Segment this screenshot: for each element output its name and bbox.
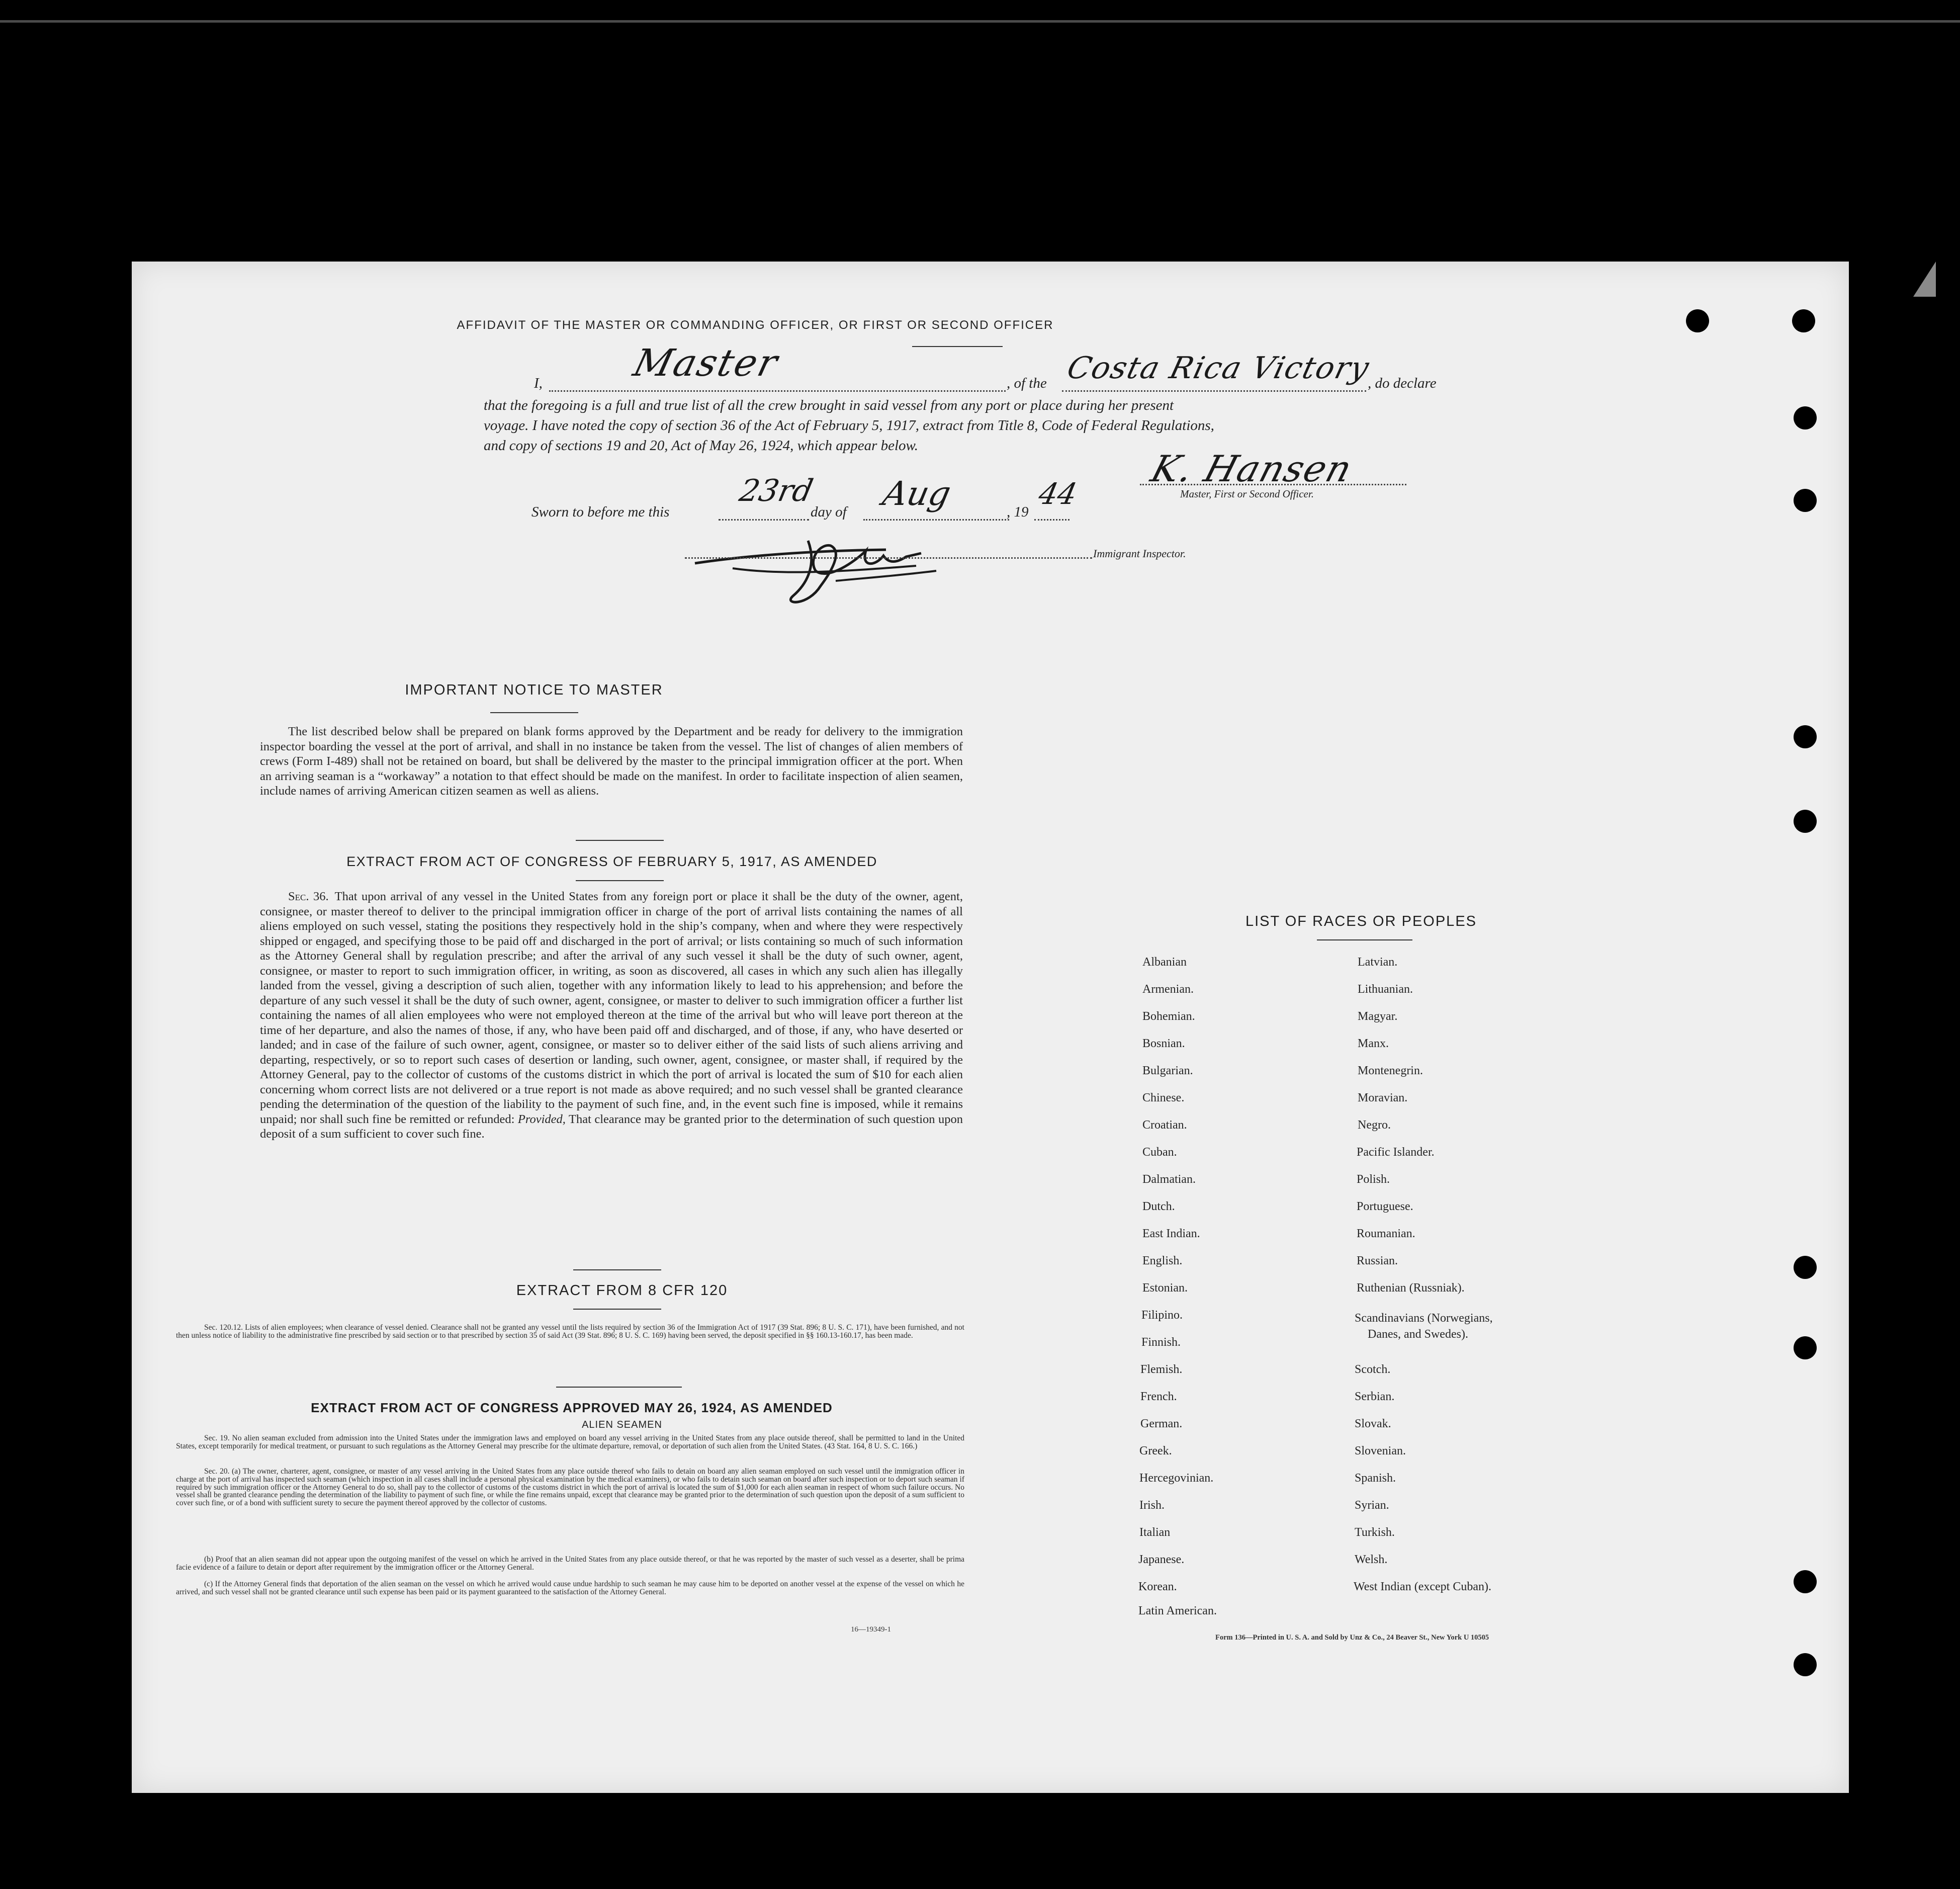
race-item: Magyar.	[1358, 1010, 1398, 1023]
notice-text: The list described below shall be prepared on blank forms approved by the Department and be ready for delivery to the immigration inspector boarding the vessel at the port of arrival, and shall in no instance be taken from the vessel. The list of changes of alien members of crews (Form I-489) shall not be retained on board, but shall be delivered by the master to the principal immigration officer at the port. When an arriving seaman is a “workaway” a notation to that effect should be made on the manifest. In order to facilitate inspection of alien seamen, include names of arriving American citizen seamen as well as aliens.	[260, 725, 963, 798]
punch-hole	[1686, 309, 1709, 332]
race-item: Japanese.	[1138, 1553, 1185, 1566]
inspector-signature-line	[685, 557, 1092, 559]
name-blank	[549, 390, 1006, 392]
sec-20a-text: Sec. 20. (a) The owner, charterer, agent, consignee, or master of any vessel arriving in the United States from any place outside thereof who fails to detain on board any alien seaman employed on such vessel until the immigration officer in charge at the port of arrival has inspected such seaman (which inspection in all cases shall include a personal physical examination by the medical examiners), or who fails to detain such seaman on board after such inspection or to deport such seaman if required by such immigration officer or the Attorney General to do so, shall pay to the collector of customs of the customs district in which the port of arrival is located the sum of $1,000 for each alien seaman in respect of whom such failure occurs. No vessel shall be granted clearance pending the determination of the liability to payment of such fine, or while the fine remains unpaid, except that clearance may be granted prior to the determination of such question upon the deposit of a sum sufficient to cover such fine, or of a bond with sufficient surety to secure the payment thereof approved by the collector of customs.	[176, 1467, 964, 1508]
document-page	[132, 262, 1849, 1793]
sec-19-text: Sec. 19. No alien seaman excluded from admission into the United States under the immigration laws and employed on board any vessel arriving in the United States from any place outside thereof, shall be permitted to land in the United States, except temporarily for medical treatment, or pursuant to such regulations as the Attorney General may prescribe for the ultimate departure, removal, or deportation of such alien from the United States. (43 Stat. 164, 8 U. S. C. 166.)	[176, 1434, 964, 1450]
handwritten-day: 23rd	[736, 473, 816, 508]
divider	[576, 840, 664, 841]
punch-hole	[1794, 1336, 1817, 1359]
race-item: Montenegrin.	[1358, 1064, 1423, 1077]
cfr-text: Sec. 120.12. Lists of alien employees; when clearance of vessel denied. Clearance shall not be granted any vessel until the lists required by section 36 of the Immigration Act of 1917 (39 Stat. 896; 8 U. S. C. 171), have been furnished, and not then unless notice of liability to the administrative fine prescribed by said section or to that prescribed by section 35 of said Act (39 Stat. 896; 8 U. S. C. 169) having been served, the deposit specified in §§ 160.13-160.17, has been made.	[176, 1323, 964, 1340]
race-item: Greek.	[1139, 1444, 1172, 1457]
race-item: Manx.	[1358, 1037, 1389, 1050]
sec-20c-text: (c) If the Attorney General finds that deportation of the alien seaman on the vessel on which he arrived would cause undue hardship to such seaman he may cause him to be deported on another vessel at the expense of the vessel on which he arrived, and such vessel shall not be granted clearance until such expense has been paid or its payment guaranteed to the satisfaction of the Attorney General.	[176, 1580, 964, 1596]
sec-36-text-b: That clearance may be granted prior to the determination of such question upon deposit of a sum sufficient to cover such fine.	[260, 1112, 963, 1141]
alien-seamen-subheading: ALIEN SEAMEN	[582, 1419, 662, 1430]
race-item: Spanish.	[1355, 1472, 1396, 1485]
year-label: , 19	[1007, 504, 1029, 520]
race-item: Cuban.	[1142, 1146, 1177, 1159]
divider	[573, 1269, 661, 1270]
race-item: Roumanian.	[1357, 1227, 1415, 1240]
race-item: English.	[1142, 1254, 1183, 1267]
race-item: Latvian.	[1358, 956, 1398, 969]
inspector-caption: Immigrant Inspector.	[1093, 547, 1186, 560]
divider	[1317, 939, 1412, 940]
race-item: Serbian.	[1355, 1390, 1395, 1403]
punch-hole	[1794, 1256, 1817, 1279]
affidavit-heading: AFFIDAVIT OF THE MASTER OR COMMANDING OFFICER, OR FIRST OR SECOND OFFICER	[457, 318, 1054, 332]
race-item: Syrian.	[1355, 1499, 1389, 1512]
affidavit-line-4: and copy of sections 19 and 20, Act of May 26, 1924, which appear below.	[484, 438, 918, 454]
race-item: German.	[1140, 1417, 1183, 1430]
race-item: Finnish.	[1141, 1336, 1181, 1349]
race-item: Portuguese.	[1357, 1200, 1413, 1213]
punch-hole	[1794, 406, 1817, 430]
race-item: Moravian.	[1358, 1091, 1408, 1104]
handwritten-month: Aug	[879, 474, 954, 513]
notice-heading: IMPORTANT NOTICE TO MASTER	[405, 682, 663, 698]
race-item: Slovak.	[1355, 1417, 1391, 1430]
race-item: Bosnian.	[1142, 1037, 1185, 1050]
extract-1917-text	[260, 889, 963, 1142]
race-item: Bohemian.	[1142, 1010, 1195, 1023]
extract-1917-heading: EXTRACT FROM ACT OF CONGRESS OF FEBRUARY 5, 1917, AS AMENDED	[346, 854, 877, 869]
divider	[556, 1387, 682, 1388]
provided-label: Provided,	[517, 1112, 566, 1126]
punch-hole	[1794, 725, 1817, 748]
sec-20b-text: (b) Proof that an alien seaman did not appear upon the outgoing manifest of the vessel on which he arrived in the United States from any place outside thereof, or that he was reported by the master of such vessel as a deserter, shall be prima facie evidence of a failure to detain or deport after requirement by the immigration officer or the Attorney General.	[176, 1555, 964, 1572]
race-item: Croatian.	[1142, 1119, 1187, 1132]
race-item: Armenian.	[1142, 983, 1194, 996]
race-item: Ruthenian (Russniak).	[1357, 1281, 1465, 1295]
punch-hole	[1794, 810, 1817, 833]
race-item: East Indian.	[1142, 1227, 1200, 1240]
affidavit-line-2: that the foregoing is a full and true list of all the crew brought in said vessel from any port or place during her present	[484, 397, 1174, 413]
sworn-label: Sworn to before me this	[531, 504, 670, 520]
affidavit-line-1	[534, 341, 1610, 395]
do-declare-label: , do declare	[1368, 375, 1437, 391]
sec-36-label: Sec. 36.	[288, 890, 329, 903]
race-item: Korean.	[1138, 1580, 1177, 1593]
races-heading: LIST OF RACES OR PEOPLES	[1245, 913, 1477, 929]
race-item: Dutch.	[1142, 1200, 1175, 1213]
handwritten-name: Master	[629, 341, 783, 385]
master-signature: K. Hansen	[1146, 448, 1358, 490]
punch-hole	[1794, 1570, 1817, 1593]
race-item: Scandinavians (Norwegians,	[1355, 1312, 1493, 1325]
form-print-note: Form 136—Printed in U. S. A. and Sold by Unz & Co., 24 Beaver St., New York U 10505	[1215, 1634, 1489, 1642]
race-item: Flemish.	[1140, 1363, 1183, 1376]
divider	[573, 1309, 661, 1310]
divider	[576, 880, 664, 881]
of-the-label: , of the	[1007, 375, 1047, 391]
divider	[490, 712, 578, 713]
handwritten-year: 44	[1035, 477, 1081, 511]
race-item: Turkish.	[1355, 1526, 1395, 1539]
master-caption: Master, First or Second Officer.	[1180, 488, 1314, 500]
affidavit-line-3: voyage. I have noted the copy of section 36 of the Act of February 5, 1917, extract from Title 8, Code of Federal Regulations,	[484, 417, 1214, 434]
race-item: Chinese.	[1142, 1091, 1185, 1104]
race-item: Italian	[1139, 1526, 1171, 1539]
race-item: Estonian.	[1142, 1281, 1188, 1295]
race-item: Latin American.	[1138, 1604, 1217, 1617]
race-item: Russian.	[1357, 1254, 1398, 1267]
race-item: Polish.	[1357, 1173, 1390, 1186]
race-item: Hercegovinian.	[1139, 1472, 1214, 1485]
scan-corner-mark	[1913, 262, 1936, 297]
race-item: Bulgarian.	[1142, 1064, 1193, 1077]
sec-36-text: That upon arrival of any vessel in the United States from any foreign port or place it shall be the duty of the owner, agent, consignee, or master thereof to deliver to the principal immigration officer in charge of the port of arrival lists containing the names of all aliens employed on such vessel, stating the positions they respectively hold in the ship’s company, when and where they were respectively shipped or engaged, and specifying those to be paid off and discharged in the port of arrival; or lists containing so much of such information as the Attorney General shall by regulation prescribe; and after the arrival of any such vessel it shall be the duty of such owner, agent, consignee, or master to report to such immigration officer, in writing, as soon as discovered, all cases in which any such alien has illegally landed from the vessel, giving a description of such alien, together with any information likely to lead to his apprehension; and before the departure of any such vessel it shall be the duty of such owner, agent, consignee, or master to deliver to such immigration officer a further list containing the names of all alien employees who were not employed thereon at the time of the arrival but who will leave port thereon at the time of her departure, and also the names of those, if any, who have been paid off and discharged, and of those, if any, who have deserted or landed; and in case of the failure of such owner, agent, consignee, or master so to deliver either of the said lists of such aliens arriving and departing, respectively, or so to report such cases of desertion or landing, such owner, agent, consignee, or master shall, if required by the Attorney General, pay to the collector of customs of the customs district in which the port of arrival is located the sum of $10 for each alien concerning whom correct lists are not delivered or a true report is not made as above required; and no such vessel shall be granted clearance pending the determination of the question of the liability to the payment of such fine, and, in the event such fine is imposed, while it remains unpaid; nor shall such fine be remitted or refunded:	[260, 890, 963, 1126]
scan-top-line	[0, 20, 1960, 23]
race-item: West Indian (except Cuban).	[1354, 1580, 1491, 1593]
race-item: Pacific Islander.	[1357, 1146, 1435, 1159]
handwritten-vessel: Costa Rica Victory	[1063, 351, 1374, 386]
punch-hole	[1792, 309, 1815, 332]
inspector-signature	[685, 521, 1067, 614]
print-code: 16—19349-1	[851, 1625, 891, 1634]
race-item: Scotch.	[1355, 1363, 1391, 1376]
race-item: Negro.	[1358, 1119, 1391, 1132]
race-item: Albanian	[1142, 956, 1187, 969]
divider	[912, 346, 1003, 347]
cfr-heading: EXTRACT FROM 8 CFR 120	[516, 1282, 728, 1299]
race-item: Filipino.	[1141, 1309, 1183, 1322]
punch-hole	[1794, 489, 1817, 512]
vessel-blank	[1062, 390, 1366, 392]
extract-1924-heading: EXTRACT FROM ACT OF CONGRESS APPROVED MAY 26, 1924, AS AMENDED	[311, 1400, 833, 1415]
race-item: Irish.	[1139, 1499, 1165, 1512]
race-item: Welsh.	[1355, 1553, 1388, 1566]
race-item: French.	[1140, 1390, 1177, 1403]
race-item: Danes, and Swedes).	[1368, 1328, 1468, 1341]
punch-hole	[1794, 1653, 1817, 1676]
race-item: Dalmatian.	[1142, 1173, 1196, 1186]
day-of-label: day of	[811, 504, 847, 520]
race-item: Lithuanian.	[1358, 983, 1413, 996]
affidavit-i-label: I,	[534, 375, 543, 391]
race-item: Slovenian.	[1355, 1444, 1406, 1457]
